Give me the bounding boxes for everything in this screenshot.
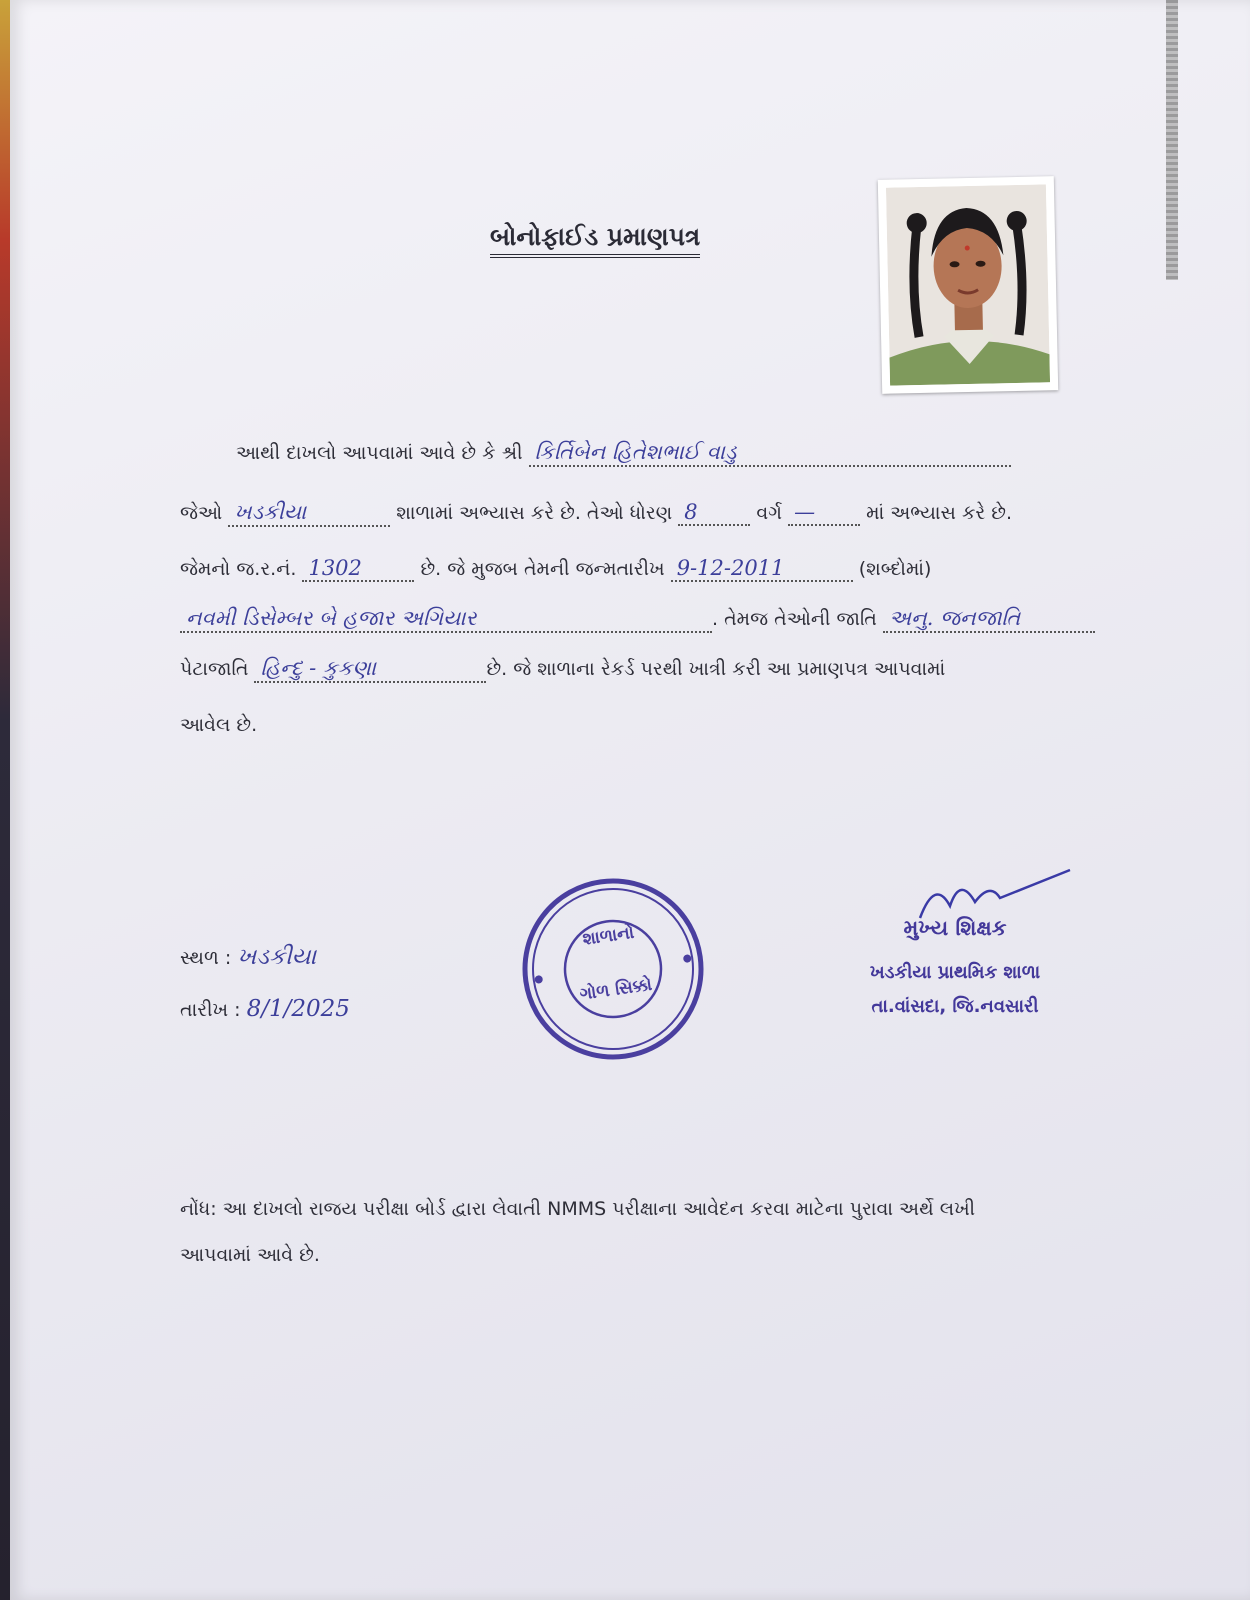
principal-signature-block [820,880,1090,1040]
intro-text: આથી દાખલો આપવામાં આવે છે કે શ્રી [236,442,523,464]
binding-strip [1166,0,1178,280]
footnote [180,1186,1110,1278]
date-label: તારીખ : [180,999,241,1021]
date-value: 8/1/2025 [246,996,350,1022]
school-seal-stamp [506,862,721,1077]
line-dob-words [180,606,1095,633]
line-register [180,556,931,582]
label-text: જેઓ [180,502,223,524]
signature-designation: મુખ્ય શિક્ષક [903,916,1007,940]
label-text: પેટાજાતિ [180,658,249,680]
seal-text-bottom: ગોળ સિક્કો [578,974,654,1005]
student-photo-image [886,184,1050,385]
signature-school: ખડકીયા પ્રાથમિક શાળા [869,962,1041,983]
footnote-line-1: નોંધ: આ દાખલો રાજય પરીક્ષા બોર્ડ દ્વારા લેવાતી NMMS પરીક્ષાના આવેદન કરવા માટેના પુરાવા અર્થે લખી [180,1198,976,1220]
signature-address: તા.વાંસદા, જિ.નવસારી [871,996,1039,1017]
label-text: (શબ્દોમાં) [858,558,932,580]
footnote-line-2: આપવામાં આવે છે. [180,1244,320,1266]
label-text: છે. જે શાળાના રેકર્ડ પરથી ખાત્રી કરી આ પ્રમાણપત્ર આપવામાં [486,658,946,680]
birth-date: 9-12-2011 [671,556,853,582]
register-number: 1302 [302,556,414,582]
line-subcaste [180,656,945,683]
student-photo [878,176,1058,394]
line-student-name [236,440,1011,467]
certificate-title: બોનોફાઈડ પ્રમાણપત્ર [490,222,700,258]
caste-value: અનુ. જનજાતિ [883,606,1095,633]
date-row [180,996,350,1022]
place-value: ખડકીયા [237,944,317,970]
label-text: છે. જે મુજબ તેમની જન્મતારીખ [420,558,665,580]
school-name: ખડકીયા [228,500,390,527]
label-text: માં અભ્યાસ કરે છે. [866,502,1012,524]
line-closing: આવેલ છે. [180,714,258,736]
birth-date-words: નવમી ડિસેમ્બર બે હજાર અગિયાર [180,606,712,633]
division-value: — [788,500,860,526]
place-row [180,944,316,970]
label-text: . તેમજ તેઓની જાતિ [712,608,877,630]
seal-text-top: શાળાનો [581,922,636,950]
place-label: સ્થળ : [180,947,232,969]
label-text: શાળામાં અભ્યાસ કરે છે. તેઓ ધોરણ [396,502,673,524]
label-text: જેમનો જ.ર.નં. [180,558,297,580]
line-school [180,500,1012,527]
standard-value: 8 [678,500,750,526]
student-name: કિર્તિબેન હિતેશભાઈ વાડુ [529,440,1011,467]
label-text: વર્ગ [756,502,783,524]
subcaste-value: હિન્દુ - કુકણા [254,656,486,683]
